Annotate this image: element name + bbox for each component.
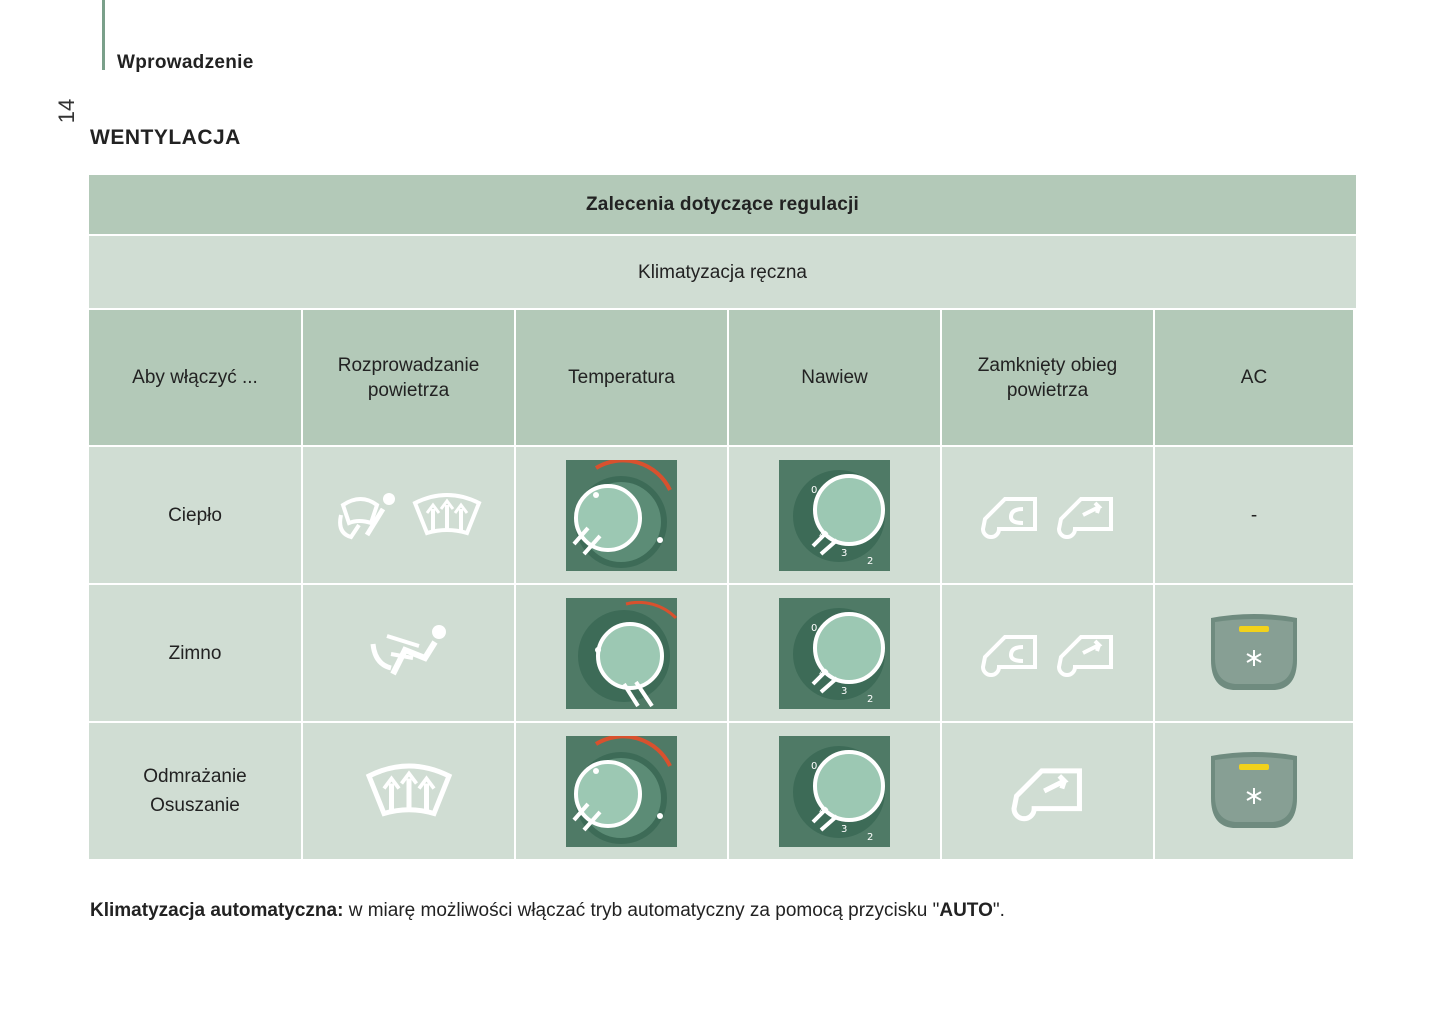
recirculation-cell [942, 723, 1153, 859]
footnote [90, 900, 1005, 922]
table-caption: Zalecenia dotyczące regulacji [89, 175, 1356, 234]
fan-cell [729, 585, 940, 721]
recirculation-on-icon [979, 489, 1041, 541]
ac-cell: - [1155, 447, 1353, 583]
temperature-knob-hot-icon [566, 736, 677, 847]
table-subcaption: Klimatyzacja ręczna [89, 236, 1356, 308]
distribution-cell [303, 447, 514, 583]
page-title: WENTYLACJA [90, 126, 241, 149]
fan-cell [729, 447, 940, 583]
col-header-activate: Aby włączyć ... [89, 310, 301, 445]
distribution-cell [303, 585, 514, 721]
fan-knob-icon [779, 736, 890, 847]
column-header-row [89, 310, 1356, 445]
col-header-recirculation-text: Zamknięty obieg powietrza [977, 354, 1118, 401]
row-label-defrost [89, 723, 301, 859]
footnote-quote-close: ". [992, 900, 1005, 921]
recirculation-cell [942, 585, 1153, 721]
ac-button-icon [1205, 750, 1303, 832]
face-feet-vent-icon [369, 624, 449, 682]
page-number: 14 [54, 98, 79, 124]
footnote-quote-open: " [932, 900, 940, 921]
col-header-temperature: Temperatura [516, 310, 727, 445]
recirculation-cell [942, 447, 1153, 583]
fan-knob-icon [779, 598, 890, 709]
col-header-distribution-text: Rozprowadzanie powietrza [337, 354, 480, 401]
fan-knob-icon [779, 460, 890, 571]
fan-cell [729, 723, 940, 859]
footnote-text: w miarę możliwości włączać tryb automatyczny za pomocą przycisku [343, 900, 933, 921]
col-header-ac: AC [1155, 310, 1353, 445]
row-label-line-1: Odmrażanie [143, 766, 247, 787]
ac-cell [1155, 585, 1353, 721]
footnote-auto: AUTO [939, 900, 993, 921]
ventilation-table [89, 175, 1356, 859]
temperature-cell [516, 447, 727, 583]
ac-button-icon [1205, 612, 1303, 694]
row-label-cold: Zimno [89, 585, 301, 721]
recirculation-on-icon [979, 627, 1041, 679]
feet-windscreen-icon [335, 489, 397, 541]
fresh-air-icon [1009, 758, 1087, 824]
windscreen-defrost-icon [364, 760, 454, 822]
row-label-heat: Ciepło [89, 447, 301, 583]
distribution-cell [303, 723, 514, 859]
ac-cell [1155, 723, 1353, 859]
section-title: Wprowadzenie [117, 52, 254, 73]
col-header-fan: Nawiew [729, 310, 940, 445]
table-row [89, 447, 1356, 583]
fresh-air-icon [1055, 627, 1117, 679]
windscreen-defrost-icon [411, 491, 483, 539]
col-header-recirculation [942, 310, 1153, 445]
row-label-line-2: Osuszanie [150, 795, 240, 816]
col-header-distribution [303, 310, 514, 445]
temperature-cell [516, 585, 727, 721]
table-row [89, 585, 1356, 721]
temperature-knob-hot-icon [566, 460, 677, 571]
fresh-air-icon [1055, 489, 1117, 541]
temperature-knob-cold-icon [566, 598, 677, 709]
side-accent-bar [102, 0, 105, 70]
footnote-lead: Klimatyzacja automatyczna: [90, 900, 344, 921]
table-row [89, 723, 1356, 859]
temperature-cell [516, 723, 727, 859]
